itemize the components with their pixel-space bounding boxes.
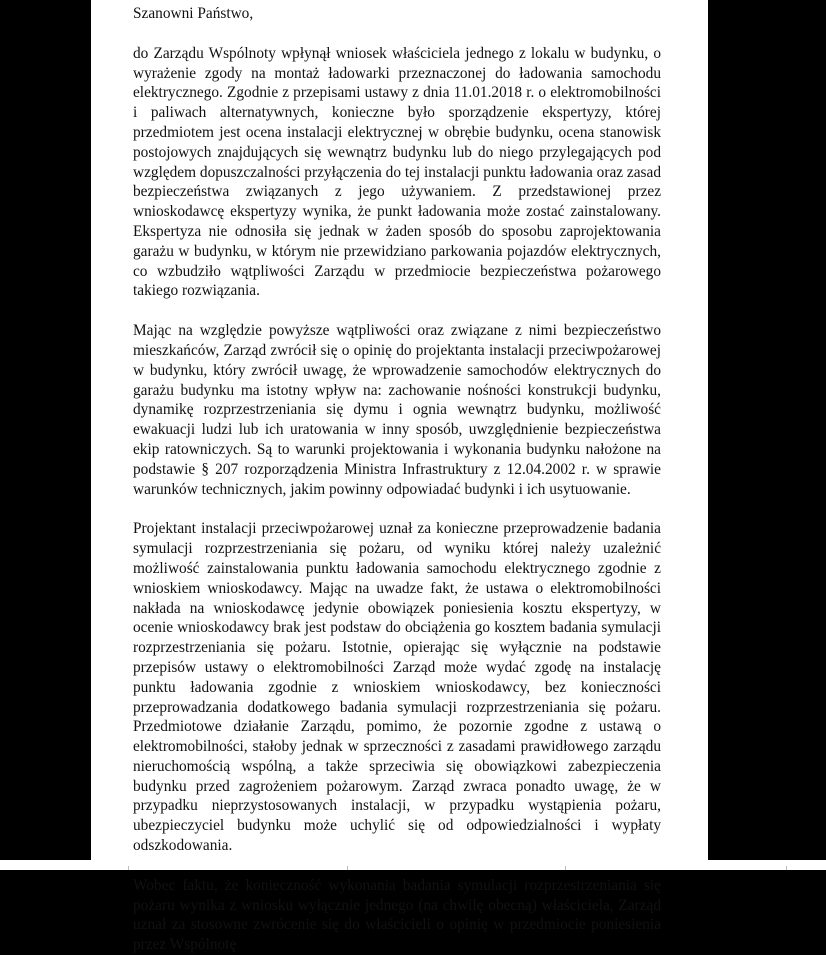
document-page xyxy=(91,0,708,954)
bottom-ruler-strip xyxy=(0,860,826,870)
salutation: Szanowni Państwo, xyxy=(133,5,254,22)
paragraph-ev-charger-request: do Zarządu Wspólnoty wpłynął wniosek właściciela jednego z lokalu w budynku, o wyrażenie zgody na montaż ładowarki przeznaczonej do ładowania samochodu elektrycznego. Zgodnie z przepisami ustawy z dnia 11.01.2018 r. o elektromobilności i paliwach alternatywnych, konieczne było sporządzenie ekspertyzy, której przedmiotem jest ocena instalacji elektrycznej w obrębie budynku, ocena stanowisk postojowych znajdujących się wewnątrz budynku lub do niego przylegających pod względem dopuszczalności przyłączenia do tej instalacji punktu ładowania oraz zasad bezpieczeństwa związanych z jego używaniem. Z przedstawionej przez wnioskodawcę ekspertyzy wynika, że punkt ładowania może zostać zainstalowany. Ekspertyza nie odnosiła się jednak w żaden sposób do sposobu zaprojektowania garażu w budynku, w którym nie przewidziano parkowania pojazdów elektrycznych, co wzbudziło wątpliwości Zarządu w przedmiocie bezpieczeństwa pożarowego takiego rozwiązania. xyxy=(133,44,661,300)
ruler-tick xyxy=(347,866,348,870)
ruler-tick xyxy=(565,866,566,870)
paragraph-owner-consultation: Wobec faktu, że konieczność wykonania badania symulacji rozprzestrzeniania się pożaru wynika z wniosku wyłącznie jednego (na chwilę obecną) właściciela, Zarząd uznał za stosowne zwrócenie się do właścicieli o opinię w przedmiocie poniesienia przez Wspólnotę xyxy=(133,876,661,954)
letter-body xyxy=(133,4,661,955)
ruler-tick xyxy=(786,866,787,870)
paragraph-fire-simulation: Projektant instalacji przeciwpożarowej uznał za konieczne przeprowadzenie badania symulacji rozprzestrzeniania się pożaru, od wyniku której należy uzależnić możliwość zainstalowania punktu ładowania samochodu elektrycznego zgodnie z wnioskiem wnioskodawcy. Mając na uwadze fakt, że ustawa o elektromobilności nakłada na wnioskodawcę jedynie obowiązek poniesienia kosztu ekspertyzy, w ocenie wnioskodawcy brak jest podstaw do obciążenia go kosztem badania symulacji rozprzestrzeniania się pożaru. Istotnie, opierając się wyłącznie na podstawie przepisów ustawy o elektromobilności Zarząd może wydać zgodę na instalację punktu ładowania zgodnie z wnioskiem wnioskodawcy, bez konieczności przeprowadzania dodatkowego badania symulacji rozprzestrzeniania się pożaru. Przedmiotowe działanie Zarządu, pomimo, że pozornie zgodne z ustawą o elektromobilności, stałoby jednak w sprzeczności z zasadami prawidłowego zarządu nieruchomością wspólną, a także sprzeciwia się obowiązkowi zabezpieczenia budynku przed zagrożeniem pożarowym. Zarząd zwraca ponadto uwagę, że w przypadku nieprzystosowanych instalacji, w przypadku wystąpienia pożaru, ubezpieczyciel budynku może uchylić się od odpowiedzialności i wypłaty odszkodowania. xyxy=(133,520,661,855)
paragraph-fire-safety-opinion: Mając na względzie powyższe wątpliwości oraz związane z nimi bezpieczeństwo mieszkańców, Zarząd zwrócił się o opinię do projektanta instalacji przeciwpożarowej w budynku, który zwrócił uwagę, że wprowadzenie samochodów elektrycznych do garażu budynku ma istotny wpływ na: zachowanie nośności konstrukcji budynku, dynamikę rozprzestrzeniania się dymu i ognia wewnątrz budynku, możliwość ewakuacji ludzi lub ich uratowania w inny sposób, uwzględnienie bezpieczeństwa ekip ratowniczych. Są to warunki projektowania i wykonania budynku nałożone na podstawie § 207 rozporządzenia Ministra Infrastruktury z 12.04.2002 r. w sprawie warunków technicznych, jakim powinny odpowiadać budynki i ich usytuowanie. xyxy=(133,322,661,498)
ruler-tick xyxy=(128,866,129,870)
